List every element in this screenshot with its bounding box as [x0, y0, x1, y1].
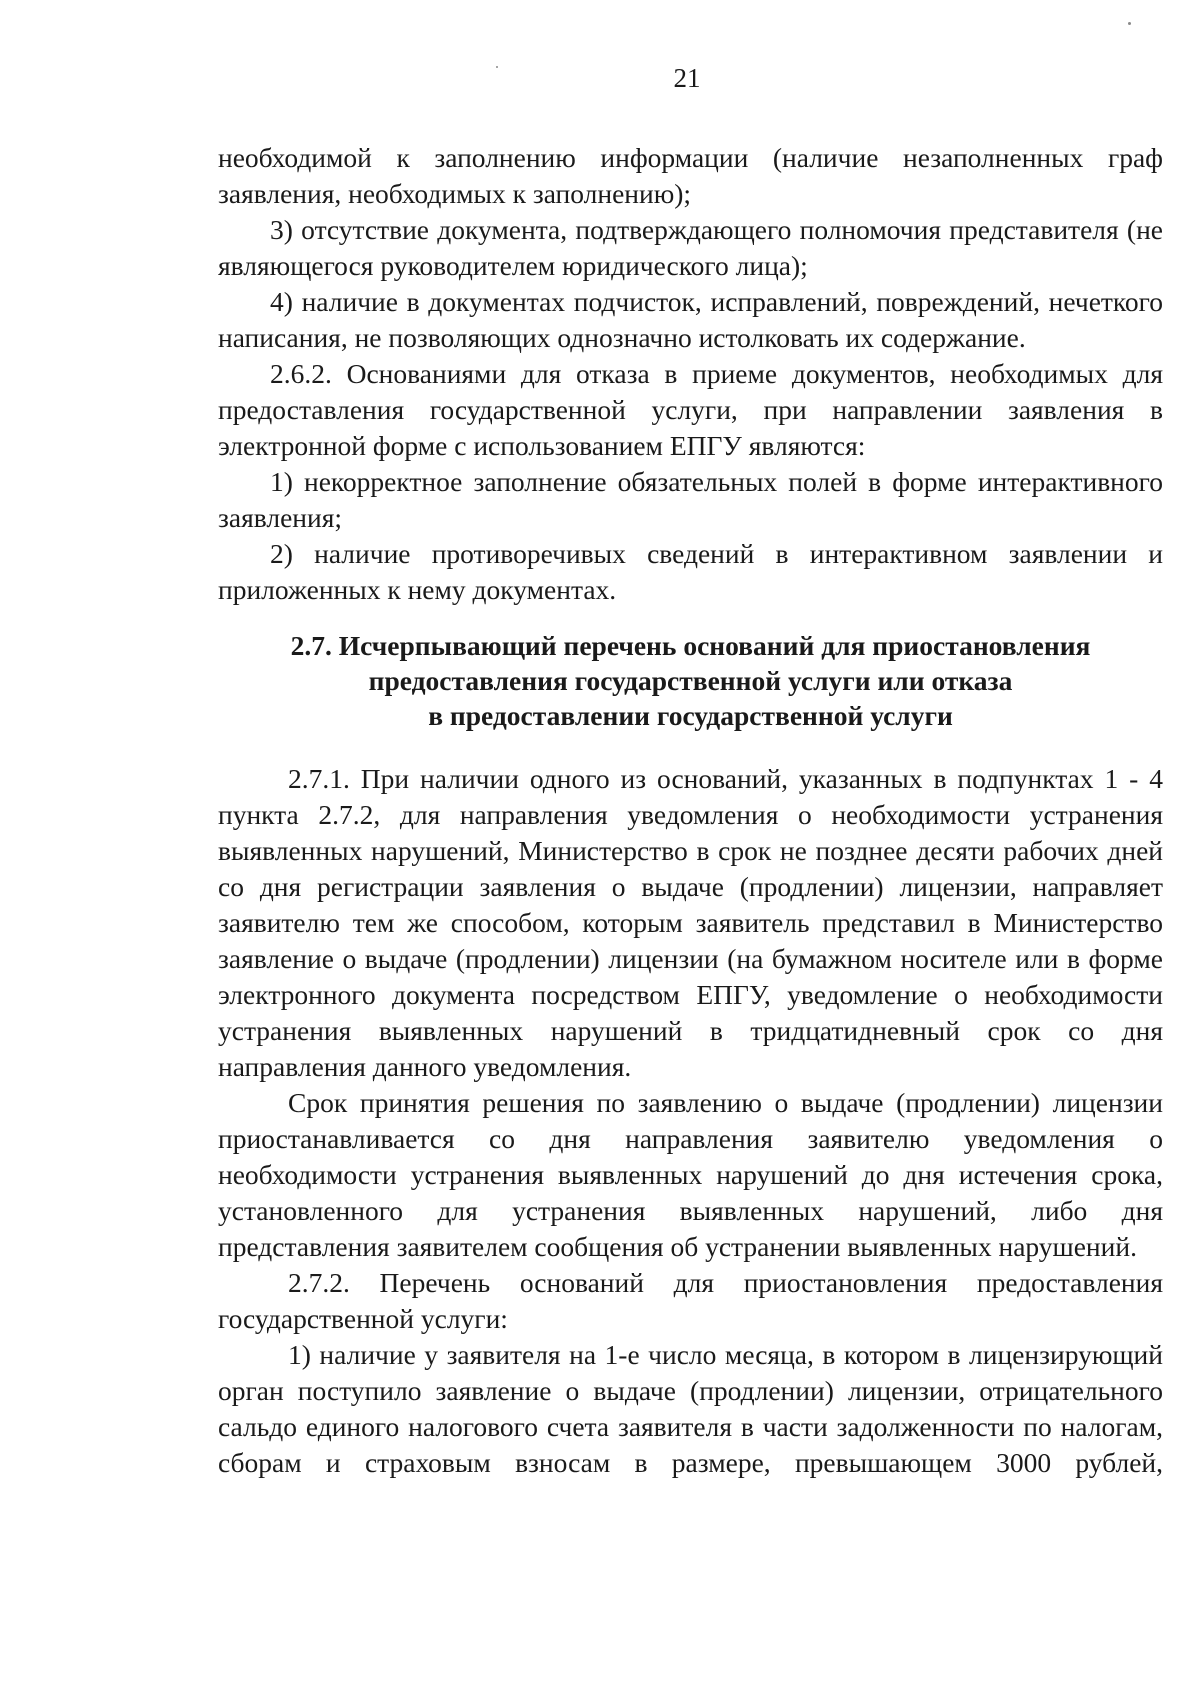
- section-heading-line: 2.7. Исчерпывающий перечень оснований для приостановления: [290, 630, 1091, 661]
- section-heading-line: в предоставлении государственной услуги: [428, 700, 953, 731]
- paragraph: 1) наличие у заявителя на 1-е число месяца, в котором в лицензирующий орган поступило заявление о выдаче (продлении) лицензии, отрицательного сальдо единого налогового счета заявителя в части задолженности по налогам, сборам и страховым взносам в размере, превышающем 3000 рублей,: [218, 1339, 1163, 1478]
- paragraphs-before-heading: [218, 140, 1163, 608]
- paragraph: необходимой к заполнению информации (наличие незаполненных граф заявления, необходимых к заполнению);: [218, 142, 1163, 209]
- paragraph: 2.6.2. Основаниями для отказа в приеме документов, необходимых для предоставления государственной услуги, при направлении заявления в электронной форме с использованием ЕПГУ являются:: [218, 358, 1163, 461]
- scan-speck: [496, 66, 498, 68]
- paragraphs-after-heading: [218, 761, 1163, 1481]
- paragraph: 2.7.1. При наличии одного из оснований, указанных в подпунктах 1 - 4 пункта 2.7.2, для направления уведомления о необходимости устранения выявленных нарушений, Министерство в срок не позднее десяти рабочих дней со дня регистрации заявления о выдаче (продлении) лицензии, направляет заявителю тем же способом, которым заявитель представил в Министерство заявление о выдаче (продлении) лицензии (на бумажном носителе или в форме электронного документа посредством ЕПГУ, уведомление о необходимости устранения выявленных нарушений в тридцатидневный срок со дня направления данного уведомления.: [218, 763, 1163, 1082]
- paragraph: 2.7.2. Перечень оснований для приостановления предоставления государственной услуги:: [218, 1267, 1163, 1334]
- section-heading-line: предоставления государственной услуги или отказа: [368, 665, 1013, 696]
- scan-speck: [1128, 22, 1131, 25]
- section-heading: [218, 628, 1163, 733]
- paragraph: 4) наличие в документах подчисток, исправлений, повреждений, нечеткого написания, не позволяющих однозначно истолковать их содержание.: [218, 286, 1163, 353]
- paragraph: Срок принятия решения по заявлению о выдаче (продлении) лицензии приостанавливается со дня направления заявителю уведомления о необходимости устранения выявленных нарушений до дня истечения срока, установленного для устранения выявленных нарушений, либо дня представления заявителем сообщения об устранении выявленных нарушений.: [218, 1087, 1163, 1262]
- document-body: [218, 140, 1163, 1481]
- paragraph: 3) отсутствие документа, подтверждающего полномочия представителя (не являющегося руководителем юридического лица);: [218, 214, 1163, 281]
- paragraph: 1) некорректное заполнение обязательных полей в форме интерактивного заявления;: [218, 466, 1163, 533]
- paragraph: 2) наличие противоречивых сведений в интерактивном заявлении и приложенных к нему документах.: [218, 538, 1163, 605]
- page-number: 21: [673, 63, 701, 93]
